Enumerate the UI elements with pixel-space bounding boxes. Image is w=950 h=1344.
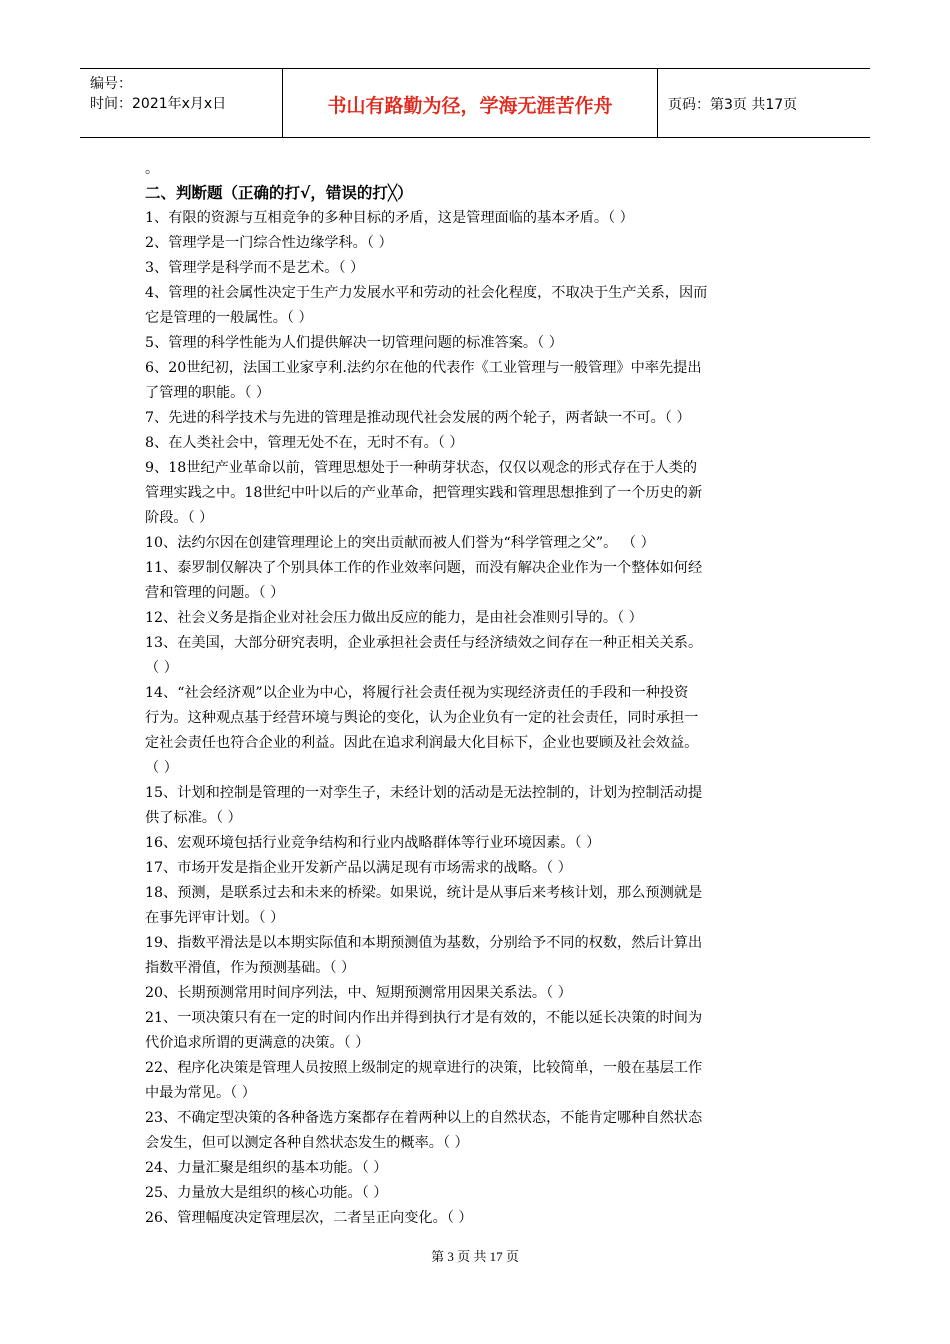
question-line: 16、宏观环境包括行业竞争结构和行业内战略群体等行业环境因素。（ ） [145,835,601,851]
question-line: 指数平滑值，作为预测基础。（ ） [145,960,356,976]
document-header [80,68,870,138]
header-page-cell [658,69,870,137]
question-line: 17、市场开发是指企业开发新产品以满足现有市场需求的战略。（ ） [145,860,572,876]
header-motto-cell [283,69,658,137]
question-line: 15、计划和控制是管理的一对孪生子，未经计划的活动是无法控制的，计划为控制活动提 [145,785,703,801]
question-line: 代价追求所谓的更满意的决策。（ ） [145,1035,370,1051]
page-footer: 第 3 页 共 17 页 [431,1249,519,1264]
question-line: 2、管理学是一门综合性边缘学科。（ ） [145,235,393,251]
question-line: 会发生，但可以测定各种自然状态发生的概率。（ ） [145,1135,469,1151]
section-title: 二、判断题（正确的打√，错误的打╳） [145,184,413,202]
question-line: 在事先评审计划。（ ） [145,910,285,926]
header-meta-cell [80,69,283,137]
question-line: 行为。这种观点基于经营环境与舆论的变化，认为企业负有一定的社会责任，同时承担一 [145,710,699,726]
question-line: 它是管理的一般属性。（ ） [145,310,313,326]
question-line: 供了标准。（ ） [145,810,242,826]
question-line: 12、社会义务是指企业对社会压力做出反应的能力，是由社会准则引导的。（ ） [145,610,643,626]
question-list [145,206,805,1231]
question-line: 3、管理学是科学而不是艺术。（ ） [145,260,365,276]
question-line: 1、有限的资源与互相竞争的多种目标的矛盾，这是管理面临的基本矛盾。（ ） [145,210,634,226]
question-line: 11、泰罗制仅解决了个别具体工作的作业效率问题，而没有解决企业作为一个整体如何经 [145,560,703,576]
question-line: 24、力量汇聚是组织的基本功能。（ ） [145,1160,388,1176]
question-line: 10、法约尔因在创建管理理论上的突出贡献而被人们誉为“科学管理之父”。 （ ） [145,535,655,551]
document-number-label: 编号： [90,76,132,92]
question-line: 22、程序化决策是管理人员按照上级制定的规章进行的决策，比较简单，一般在基层工作 [145,1060,703,1076]
question-line: 管理实践之中。18世纪中叶以后的产业革命，把管理实践和管理思想推到了一个历史的新 [145,485,703,501]
leading-punctuation: 。 [145,161,159,177]
question-line: 13、在美国，大部分研究表明，企业承担社会责任与经济绩效之间存在一种正相关关系。 [145,635,703,651]
header-page-label: 页码：第3页 共17页 [668,97,798,113]
question-line: 营和管理的问题。（ ） [145,585,285,601]
question-line: 5、管理的科学性能为人们提供解决一切管理问题的标准答案。（ ） [145,335,563,351]
question-line: 20、长期预测常用时间序列法，中、短期预测常用因果关系法。（ ） [145,985,572,1001]
question-line: 23、不确定型决策的各种备选方案都存在着两种以上的自然状态，不能肯定哪种自然状态 [145,1110,703,1126]
question-line: 中最为常见。（ ） [145,1085,256,1101]
document-body [145,158,805,1231]
question-line: 14、“社会经济观”以企业为中心，将履行社会责任视为实现经济责任的手段和一种投资 [145,685,689,701]
document-time-label: 时间：2021年x月x日 [90,96,227,112]
question-line: 了管理的职能。（ ） [145,385,271,401]
question-line: （ ） [145,660,178,676]
question-line: 25、力量放大是组织的核心功能。（ ） [145,1185,388,1201]
question-line: 定社会责任也符合企业的利益。因此在追求利润最大化目标下，企业也要顾及社会效益。 [145,735,699,751]
question-line: 26、管理幅度决定管理层次，二者呈正向变化。（ ） [145,1210,473,1226]
question-line: 6、20世纪初，法国工业家亨利.法约尔在他的代表作《工业管理与一般管理》中率先提出 [145,360,702,376]
question-line: 9、18世纪产业革命以前，管理思想处于一种萌芽状态，仅仅以观念的形式存在于人类的 [145,460,698,476]
motto-text: 书山有路勤为径，学海无涯苦作舟 [327,95,613,117]
question-line: 阶段。（ ） [145,510,214,526]
question-line: 7、先进的科学技术与先进的管理是推动现代社会发展的两个轮子，两者缺一不可。（ ） [145,410,691,426]
question-line: 21、一项决策只有在一定的时间内作出并得到执行才是有效的，不能以延长决策的时间为 [145,1010,703,1026]
question-line: （ ） [145,760,178,776]
question-line: 19、指数平滑法是以本期实际值和本期预测值为基数，分别给予不同的权数，然后计算出 [145,935,703,951]
question-line: 8、在人类社会中，管理无处不在，无时不有。（ ） [145,435,464,451]
question-line: 18、预测，是联系过去和未来的桥梁。如果说，统计是从事后来考核计划，那么预测就是 [145,885,703,901]
question-line: 4、管理的社会属性决定于生产力发展水平和劳动的社会化程度，不取决于生产关系，因而 [145,285,708,301]
